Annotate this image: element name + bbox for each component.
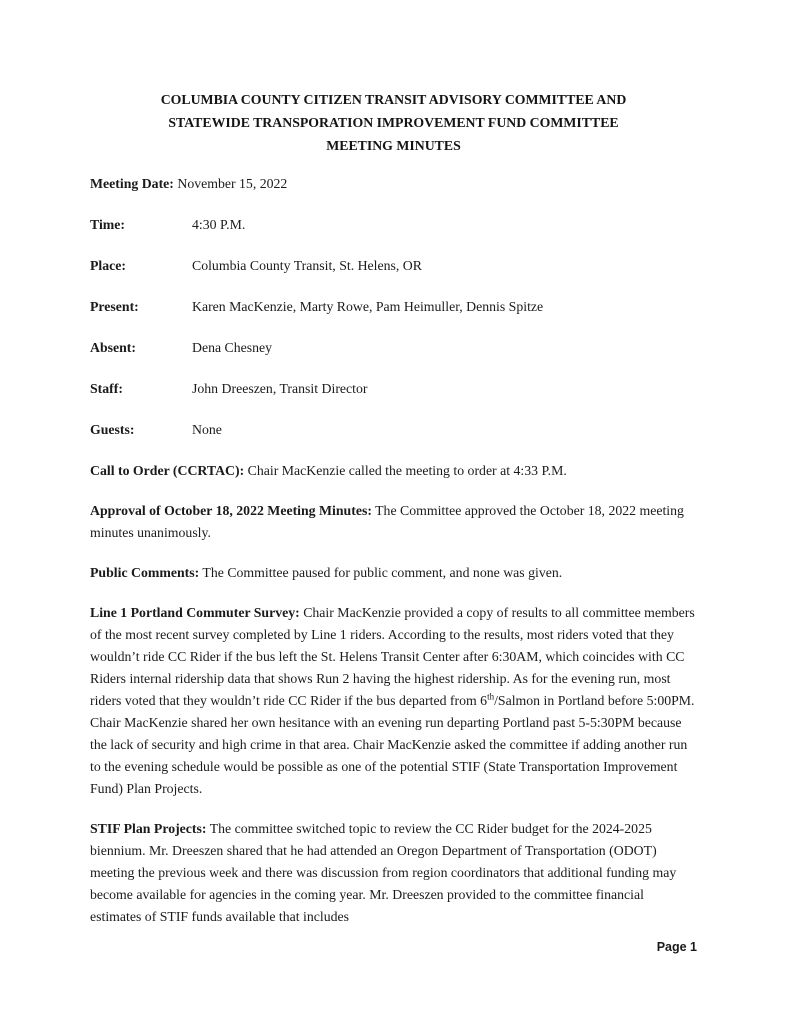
section-heading: Line 1 Portland Commuter Survey: <box>90 605 300 620</box>
document-title <box>90 88 697 157</box>
section-heading: Call to Order (CCRTAC): <box>90 463 245 478</box>
absent-label: Absent: <box>90 340 136 355</box>
page-footer <box>657 936 697 958</box>
section-line1-survey <box>90 602 697 800</box>
section-text: The committee switched topic to review the CC Rider budget for the 2024-2025 biennium. Mr. Dreeszen shared that he had attended an Oregon Department of Transportation (ODOT) meeting the previous week and there was discussion from region coordinators that additional funding may become available for agencies in the coming year. Mr. Dreeszen provided to the committee financial estimates of STIF funds available that includes <box>90 821 677 924</box>
place-label: Place: <box>90 258 127 273</box>
title-line-2: STATEWIDE TRANSPORATION IMPROVEMENT FUND COMMITTEE <box>168 115 619 130</box>
present-label: Present: <box>90 299 139 314</box>
meta-row-present <box>90 296 697 318</box>
section-heading: Public Comments: <box>90 565 200 580</box>
section-text: Chair MacKenzie called the meeting to order at 4:33 P.M. <box>244 463 567 478</box>
section-text: The Committee paused for public comment, and none was given. <box>199 565 563 580</box>
meta-row-place <box>90 255 697 277</box>
meta-row-time <box>90 214 697 236</box>
section-text: The Committee approved the October 18, 2022 meeting minutes unanimously. <box>90 503 684 540</box>
place-value: Columbia County Transit, St. Helens, OR <box>192 258 422 273</box>
section-approval-minutes <box>90 500 697 544</box>
meta-row-guests <box>90 419 697 441</box>
staff-label: Staff: <box>90 381 123 396</box>
meta-row-absent <box>90 337 697 359</box>
meeting-date-row <box>90 173 697 195</box>
section-heading: STIF Plan Projects: <box>90 821 207 836</box>
guests-value: None <box>192 422 222 437</box>
meta-row-staff <box>90 378 697 400</box>
section-call-to-order <box>90 460 697 482</box>
guests-label: Guests: <box>90 422 135 437</box>
time-value: 4:30 P.M. <box>192 217 246 232</box>
section-text: /Salmon in Portland before 5:00PM. Chair MacKenzie shared her own hesitance with an evening run departing Portland past 5-5:30PM because the lack of security and high crime in that area. Chair MacKenzie asked the committee if adding another run to the evening schedule would be possible as one of the potential STIF (State Transportation Improvement Fund) Plan Projects. <box>90 693 695 796</box>
section-text: Chair MacKenzie provided a copy of results to all committee members of the most recent survey completed by Line 1 riders. According to the results, most riders voted that they wouldn’t ride CC Rider if the bus left the St. Helens Transit Center after 6:30AM, which coincides with CC Riders internal ridership data that shows Run 2 having the highest ridership. As for the evening run, most riders voted that they wouldn’t ride CC Rider if the bus departed from 6 <box>90 605 695 708</box>
staff-value: John Dreeszen, Transit Director <box>192 381 368 396</box>
time-label: Time: <box>90 217 125 232</box>
section-public-comments <box>90 562 697 584</box>
ordinal-superscript: th <box>487 691 495 702</box>
absent-value: Dena Chesney <box>192 340 273 355</box>
meeting-date-label: Meeting Date: <box>90 176 174 191</box>
section-heading: Approval of October 18, 2022 Meeting Minutes: <box>90 503 372 518</box>
page-number: Page 1 <box>656 940 697 954</box>
meeting-date-value: November 15, 2022 <box>173 176 288 191</box>
title-line-1: COLUMBIA COUNTY CITIZEN TRANSIT ADVISORY COMMITTEE AND <box>160 92 627 107</box>
section-stif-plan-projects <box>90 818 697 928</box>
title-line-3: MEETING MINUTES <box>326 138 461 153</box>
present-value: Karen MacKenzie, Marty Rowe, Pam Heimuller, Dennis Spitze <box>192 299 544 314</box>
